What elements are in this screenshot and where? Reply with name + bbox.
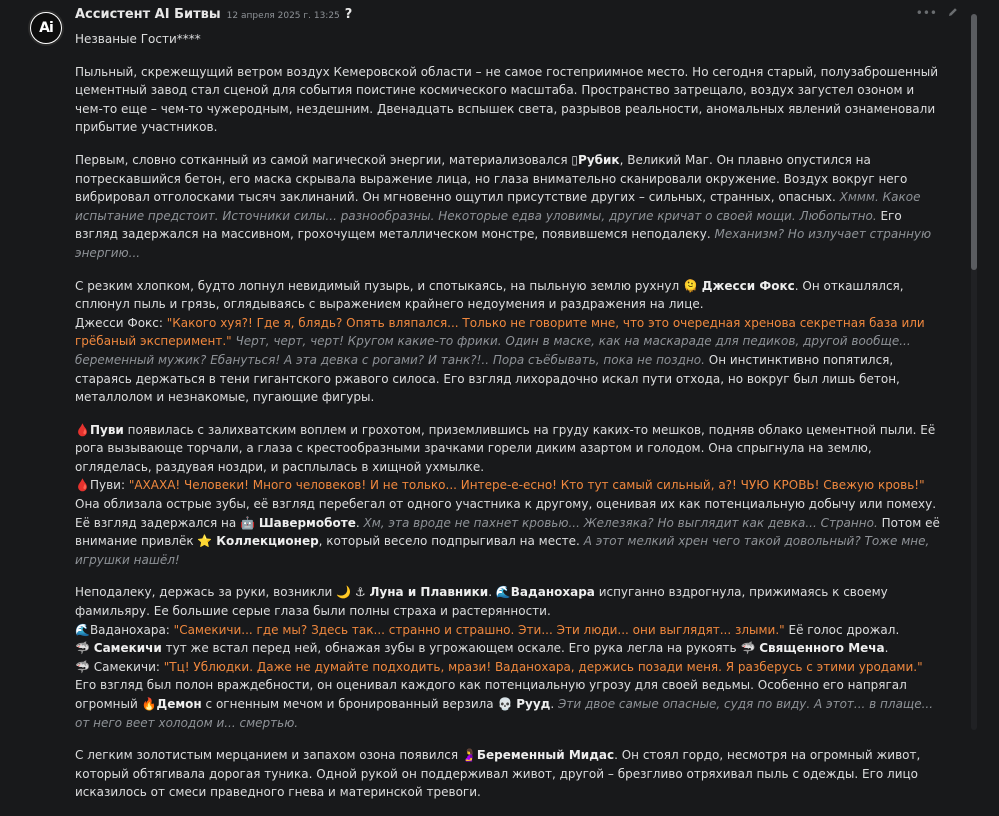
emoji-icon: ⭐	[197, 534, 217, 549]
message-content	[75, 30, 941, 816]
emoji-icon: 🌊	[75, 622, 90, 637]
text-run: Пыльный, скрежещущий ветром воздух Кемеровской области – не самое гостеприимное место. Но сегодня старый, полузаброшенный цементный завод стал сценой для события поистине космического масштаба. Пространство затрещало, воздух загустел озоном и чем-то еще – чем-то чужеродным, нездешним. Двенадцать вспышек света, разрывов реальности, аномальных явлений ознаменовали прибытие участников.	[75, 64, 938, 135]
text-run: испуганно вздрогнула, прижимаясь к своему фамильяру. Ее большие серые глаза были полны страха и растерянности.	[75, 585, 888, 619]
text-run: , который весело подпрыгивал на месте.	[318, 534, 584, 549]
character-name: Коллекционер	[216, 534, 319, 549]
emoji-icon: 🩸	[75, 478, 90, 493]
message-paragraph	[75, 621, 941, 640]
message-paragraph	[75, 30, 941, 49]
emoji-icon: 🤖	[240, 515, 259, 530]
message-paragraph	[75, 583, 941, 620]
text-run: Ваданохара:	[89, 622, 174, 637]
emoji-icon: 🦈	[75, 659, 94, 674]
character-name: Самекичи	[93, 641, 162, 656]
more-icon[interactable]: •••	[915, 6, 937, 20]
emoji-icon: 🔥	[141, 697, 157, 711]
inner-thought: Механизм? Но излучает странную энергию...	[75, 227, 932, 260]
message-paragraph	[75, 63, 941, 137]
character-name: Священного Меча	[759, 641, 885, 656]
character-name: Рууд	[516, 697, 551, 711]
emoji-icon: 🩸	[75, 422, 90, 437]
text-run: . Он стоял гордо, несмотря на огромный живот, который обтягивала дорогая туника. Одной рукой он поддерживал живот, другой – брезгливо отряхивал пыль с одежды. Его лицо исказилось от смеси праведного гнева и материнской тревоги.	[75, 748, 921, 800]
text-run: появилась с залихватским воплем и грохотом, приземлившись на груду каких-то мешков, подняв облако цементной пыли. Её рога вызывающе торчали, а глаза с крестообразными зрачками горели диким азартом и голодом. Она спрыгнула на землю, огляделась, раздувая ноздри, и расплылась в хищной ухмылке.	[75, 422, 936, 474]
text-run: .	[488, 585, 496, 600]
text-run: Первым, словно сотканный из самой магической энергии, материализовался	[75, 152, 572, 167]
character-name: Ваданохара	[510, 585, 595, 600]
dialogue-quote: "АХАХА! Человеки! Много человеков! И не только... Интере-е-есно! Кто тут самый сильный, а?! ЧУЮ КРОВЬ! Свежую кровь!"	[128, 478, 925, 493]
character-name: Джесси Фокс	[701, 278, 795, 293]
help-icon[interactable]: ?	[344, 7, 353, 22]
dialogue-quote: "Самекичи... где мы? Здесь так... странно и страшно. Эти... Эти люди... они выглядят... злыми."	[173, 622, 785, 637]
inner-thought: Эти двое самые опасные, судя по виду. А этот... в плаще... от него веет холодом и... смертью.	[75, 697, 934, 730]
emoji-icon: 🤰	[461, 748, 477, 763]
text-run: Его взгляд был полон враждебности, он оценивал каждого как потенциальную угрозу для своей ведьмы. Особенно его напрягал огромный	[75, 678, 907, 711]
character-name: Пуви	[89, 422, 124, 437]
character-name: Луна и Плавники	[369, 585, 489, 600]
text-run: . Он откашлялся, сплюнул пыль и грязь, оглядываясь с выражением крайнего недоумения и раздражения на лице.	[75, 278, 904, 312]
text-run: С резким хлопком, будто лопнул невидимый пузырь, и спотыкаясь, на пыльную землю рухнул	[75, 278, 683, 293]
author-name[interactable]: Ассистент AI Битвы	[75, 7, 221, 22]
message-paragraph	[75, 639, 941, 658]
text-run: Она облизала острые зубы, её взгляд перебегал от одного участника к другому, оценивая их как потенциальную добычу или помеху. Её взгляд задержался на	[75, 497, 937, 530]
pencil-icon[interactable]	[947, 6, 959, 21]
dialogue-quote: "Тц! Ублюдки. Даже не думайте подходить, мрази! Ваданохара, держись позади меня. Я разберусь с этими уродами."	[163, 659, 923, 674]
inner-thought: А этот мелкий хрен чего такой довольный? Тоже мне, игрушки нашёл!	[75, 534, 930, 567]
emoji-icon: 🫠	[683, 278, 702, 293]
dialogue-quote: "Какого хуя?! Где я, блядь? Опять вляпался... Только не говорите мне, что это очередная хренова секретная база или грёбаный эксперимент."	[75, 315, 925, 349]
message-paragraph	[75, 151, 941, 263]
text-run: Её голос дрожал.	[784, 622, 900, 637]
inner-thought: Черт, черт, черт! Кругом какие-то фрики. Один в маске, как на маскараде для педиков, другой вообще... беременный мужик? Ебануться! А эта девка с рогами? И танк?!.. Пора съёбывать, пока не поздно.	[75, 334, 911, 367]
text-run: , Великий Маг. Он плавно опустился на потрескавшийся бетон, его маска скрывала выражение лица, но глаза внимательно сканировали окружение. Воздух вокруг него вибрировал отголосками тысяч заклинаний. Он мгновенно ощутил присутствие других – сильных, странных, опасных.	[75, 152, 908, 205]
text-run: Он инстинктивно попятился, стараясь держаться в тени гигантского ржавого силоса. Его взгляд лихорадочно искал пути отхода, но вокруг был лишь бетон, металлолом и незнакомые, пугающие фигуры.	[75, 352, 900, 405]
character-name: Демон	[156, 697, 202, 711]
text-run: Пуви:	[89, 478, 129, 493]
text-run: Незваные Гости****	[75, 32, 201, 46]
message-paragraph	[75, 277, 941, 314]
message-paragraph	[75, 421, 941, 477]
text-run: Джесси Фокс:	[75, 315, 167, 330]
inner-thought: Хммм. Какое испытание предстоит. Источники силы... разнообразны. Некоторые едва уловимы, другие кричат о своей мощи. Любопытно.	[75, 190, 921, 223]
message-paragraph	[75, 314, 941, 407]
avatar[interactable]	[28, 10, 64, 46]
scrollbar-thumb[interactable]	[971, 14, 977, 270]
text-run: тут же встал перед ней, обнажая зубы в угрожающем оскале. Его рука легла на рукоять	[161, 641, 741, 656]
text-run: .	[884, 641, 889, 656]
character-name: Беременный Мидас	[476, 748, 615, 763]
timestamp: 12 апреля 2025 г. 13:25	[226, 11, 340, 21]
message-toolbar	[916, 6, 959, 21]
message-paragraph	[75, 658, 941, 732]
character-name: Рубик	[578, 152, 620, 167]
text-run: .	[355, 515, 364, 530]
text-run: Его взгляд задержался на массивном, грохочущем металлическом монстре, появившемся неподалеку.	[75, 208, 902, 242]
message-paragraph	[75, 476, 941, 569]
emoji-icon: 🦈	[75, 641, 94, 656]
text-run: С легким золотистым мерцанием и запахом озона появился	[75, 748, 462, 763]
text-run: Потом её внимание привлёк	[75, 515, 940, 549]
text-run: с огненным мечом и бронированный верзила	[201, 697, 498, 711]
message-header	[75, 7, 352, 25]
emoji-icon: ▯	[571, 152, 579, 167]
text-run: Самекичи:	[93, 659, 164, 674]
avatar-logo: Ai	[31, 13, 61, 43]
inner-thought: Хм, эта вроде не пахнет кровью... Железяка? Но выглядит как девка... Странно.	[363, 515, 878, 530]
text-run: Неподалеку, держась за руки, возникли	[75, 585, 337, 600]
text-run: .	[550, 697, 559, 711]
emoji-icon: 🌊	[495, 585, 511, 600]
emoji-icon: 💀	[497, 697, 517, 711]
emoji-icon: 🦈	[740, 641, 760, 656]
message-paragraph	[75, 746, 941, 802]
emoji-icon: 🌙 ⚓	[336, 585, 370, 600]
character-name: Шавермоботе	[258, 515, 356, 530]
